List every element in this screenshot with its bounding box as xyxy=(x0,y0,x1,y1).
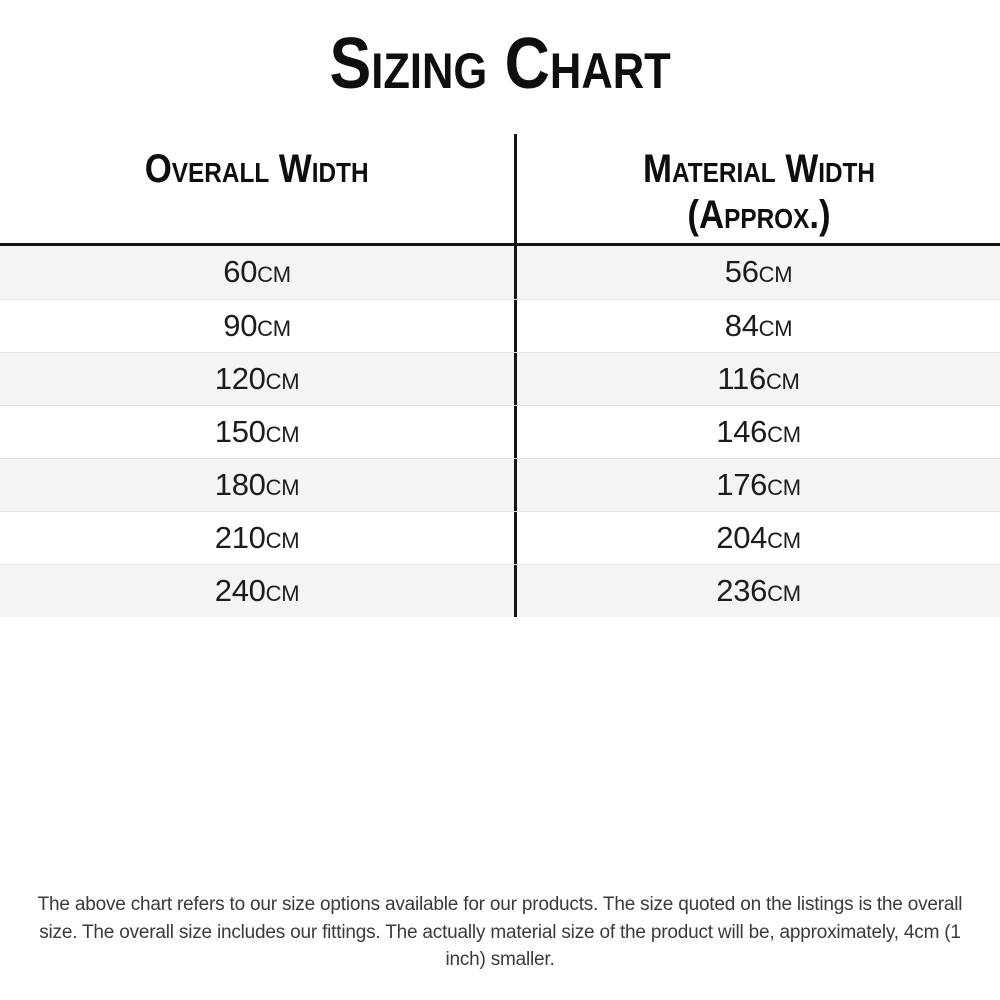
table-row xyxy=(0,458,1000,511)
table-row xyxy=(0,405,1000,458)
material-width-cell: 204cm xyxy=(514,512,1000,564)
overall-width-header xyxy=(0,134,514,243)
material-width-cell: 84cm xyxy=(514,300,1000,352)
page-title xyxy=(0,0,1000,102)
material-width-cell: 236cm xyxy=(514,565,1000,617)
table-row xyxy=(0,511,1000,564)
table-row xyxy=(0,352,1000,405)
overall-width-cell: 60cm xyxy=(223,254,291,289)
table-header-row xyxy=(0,134,1000,246)
overall-width-cell: 90cm xyxy=(223,308,291,343)
table-row xyxy=(0,246,1000,299)
material-width-cell: 146cm xyxy=(514,406,1000,458)
table-row xyxy=(0,299,1000,352)
overall-width-cell: 210cm xyxy=(214,520,300,555)
page-title-text: Sizing Chart xyxy=(329,24,671,104)
material-width-header-text: Material Width (Approx.) xyxy=(642,147,875,237)
material-width-header xyxy=(514,134,1000,243)
footer-note: The above chart refers to our size options available for our products. The size quoted on the listings is the overall size. The overall size includes our fittings. The actually material size of the product will be, approximately, 4cm (1 inch) smaller. xyxy=(37,894,963,970)
table-body xyxy=(0,246,1000,617)
overall-width-cell: 120cm xyxy=(214,361,300,396)
material-width-cell: 176cm xyxy=(514,459,1000,511)
overall-width-cell: 240cm xyxy=(214,573,300,608)
overall-width-header-text: Overall Width xyxy=(145,147,369,191)
material-width-cell: 116cm xyxy=(514,353,1000,405)
overall-width-cell: 150cm xyxy=(214,414,300,449)
sizing-table xyxy=(0,134,1000,617)
table-row xyxy=(0,564,1000,617)
overall-width-cell: 180cm xyxy=(214,467,300,502)
material-width-cell: 56cm xyxy=(514,246,1000,299)
